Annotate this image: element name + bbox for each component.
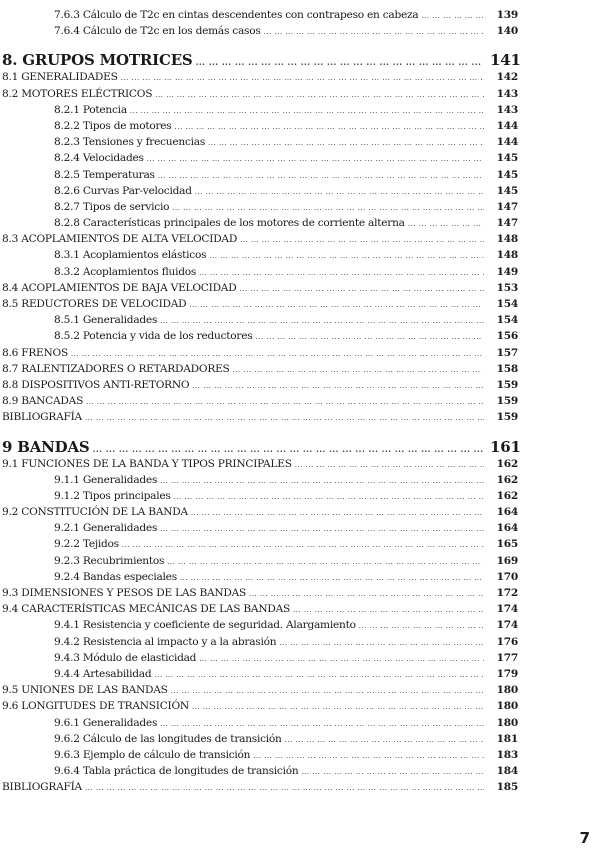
entry-title: 9.2 CONSTITUCIÓN DE LA BANDA — [2, 506, 188, 519]
entry-title: 9.1.2 Tipos principales — [54, 489, 171, 502]
entry-title: 8.6 FRENOS — [2, 346, 68, 359]
entry-page: 185 — [496, 781, 518, 794]
dot-leader — [255, 333, 484, 341]
dot-leader — [293, 606, 484, 614]
entry-title: 8. GRUPOS MOTRICES — [2, 51, 193, 70]
entry-title: 8.2.4 Velocidades — [54, 152, 144, 165]
dot-leader — [208, 139, 484, 147]
toc-entry — [2, 458, 518, 474]
entry-page: 156 — [496, 330, 518, 343]
entry-page: 162 — [496, 473, 518, 486]
toc-entry — [2, 330, 518, 346]
toc-entry — [2, 765, 518, 781]
toc-entry — [2, 538, 518, 554]
entry-page: 158 — [496, 362, 518, 375]
toc-entry — [2, 169, 518, 185]
entry-page: 170 — [496, 570, 518, 583]
toc-entry — [2, 749, 518, 765]
toc-entry — [2, 395, 518, 411]
dot-leader — [279, 639, 484, 647]
entry-title: BIBLIOGRAFÍA — [2, 411, 82, 424]
dot-leader — [421, 12, 484, 20]
entry-page: 142 — [496, 71, 518, 84]
entry-page: 154 — [496, 298, 518, 310]
entry-page: 164 — [496, 506, 518, 519]
dot-leader — [191, 509, 484, 517]
toc-entry — [2, 201, 518, 217]
entry-title: 8.1 GENERALIDADES — [2, 71, 118, 84]
entry-page: 159 — [496, 411, 518, 424]
dot-leader — [158, 172, 484, 180]
toc-entry — [2, 636, 518, 652]
toc-entry — [2, 603, 518, 619]
dot-leader — [160, 720, 484, 728]
toc-entry — [2, 571, 518, 587]
toc-entry — [2, 474, 518, 490]
dot-leader — [147, 155, 484, 163]
entry-title: 9.2.2 Tejidos — [54, 538, 119, 551]
entry-page: 145 — [496, 184, 518, 197]
entry-title: 9 BANDAS — [2, 437, 90, 456]
entry-title: 8.5 REDUCTORES DE VELOCIDAD — [2, 298, 187, 310]
toc-entry — [2, 88, 518, 104]
dot-leader — [155, 91, 484, 99]
dot-leader — [264, 28, 484, 36]
dot-leader — [160, 317, 484, 325]
dot-leader — [192, 382, 484, 390]
toc-entry — [2, 298, 518, 314]
toc-entry — [2, 379, 518, 395]
entry-page: 153 — [496, 281, 518, 294]
toc-entry — [2, 347, 518, 363]
entry-title: 7.6.3 Cálculo de T2c en cintas descendentes con contrapeso en cabeza — [54, 9, 419, 21]
dot-leader — [121, 74, 484, 82]
table-of-contents — [2, 9, 521, 797]
dot-leader — [301, 768, 484, 776]
dot-leader — [85, 784, 484, 792]
entry-title: 9.2.1 Generalidades — [54, 522, 158, 535]
entry-title: 9.1 FUNCIONES DE LA BANDA Y TIPOS PRINCIPALES — [2, 457, 292, 470]
dot-leader — [249, 590, 484, 598]
entry-page: 181 — [496, 732, 518, 745]
entry-title: 8.2.2 Tipos de motores — [54, 119, 172, 132]
entry-title: 7.6.4 Cálculo de T2c en los demás casos — [54, 25, 261, 38]
dot-leader — [154, 671, 484, 679]
dot-leader — [174, 493, 484, 501]
toc-entry — [2, 684, 518, 700]
dot-leader — [189, 301, 484, 309]
entry-page: 174 — [496, 619, 518, 632]
entry-title: 9.3 DIMENSIONES Y PESOS DE LAS BANDAS — [2, 587, 247, 599]
entry-page: 177 — [496, 651, 518, 664]
dot-leader — [85, 414, 484, 422]
entry-title: 8.5.2 Potencia y vida de los reductores — [54, 330, 253, 343]
entry-page: 148 — [496, 249, 518, 262]
toc-entry — [2, 587, 518, 603]
entry-page: 145 — [496, 152, 518, 165]
entry-page: 157 — [496, 346, 518, 359]
toc-entry — [2, 71, 518, 87]
entry-page: 180 — [496, 700, 518, 713]
dot-leader — [408, 220, 484, 228]
dot-leader — [160, 525, 484, 533]
toc-entry — [2, 249, 518, 265]
dot-leader — [209, 252, 484, 260]
entry-title: 9.6 LONGITUDES DE TRANSICIÓN — [2, 700, 189, 713]
toc-entry — [2, 233, 518, 249]
dot-leader — [171, 687, 484, 695]
toc-entry — [2, 9, 518, 25]
dot-leader — [172, 204, 484, 212]
entry-title: 8.2.7 Tipos de servicio — [54, 200, 170, 213]
toc-entry — [2, 411, 518, 427]
entry-title: 8.3.1 Acoplamientos elásticos — [54, 249, 207, 262]
entry-title: 9.4.2 Resistencia al impacto y a la abrasión — [54, 635, 277, 648]
entry-page: 176 — [496, 635, 518, 648]
dot-leader — [180, 574, 484, 582]
toc-entry — [2, 781, 518, 797]
dot-leader — [285, 736, 484, 744]
entry-page: 180 — [496, 684, 518, 697]
entry-title: 8.3.2 Acoplamientos fluidos — [54, 265, 197, 278]
section-gap — [2, 41, 518, 51]
toc-entry — [2, 652, 518, 668]
entry-title: 9.4.4 Artesabilidad — [54, 667, 152, 680]
section-gap — [2, 428, 518, 438]
entry-page: 183 — [496, 748, 518, 761]
entry-page: 165 — [496, 538, 518, 551]
toc-entry — [2, 136, 518, 152]
toc-entry — [2, 490, 518, 506]
toc-entry — [2, 506, 518, 522]
entry-title: 8.2.8 Características principales de los motores de corriente alterna — [54, 217, 405, 230]
entry-page: 148 — [496, 233, 518, 246]
entry-title: BIBLIOGRAFÍA — [2, 781, 82, 794]
dot-leader — [195, 188, 484, 196]
entry-page: 140 — [496, 25, 518, 38]
entry-title: 8.5.1 Generalidades — [54, 314, 158, 327]
toc-entry — [2, 668, 518, 684]
entry-title: 8.3 ACOPLAMIENTOS DE ALTA VELOCIDAD — [2, 233, 238, 246]
toc-entry — [2, 185, 518, 201]
entry-page: 154 — [496, 314, 518, 327]
toc-chapter — [2, 437, 521, 458]
entry-page: 172 — [496, 587, 518, 599]
entry-title: 8.2.5 Temperaturas — [54, 168, 155, 181]
entry-page: 147 — [496, 217, 518, 230]
entry-title: 8.8 DISPOSITIVOS ANTI-RETORNO — [2, 378, 190, 391]
entry-title: 9.6.4 Tabla práctica de longitudes de transición — [54, 765, 299, 778]
toc-entry — [2, 266, 518, 282]
dot-leader — [233, 366, 484, 374]
toc-entry — [2, 555, 518, 571]
toc-entry — [2, 152, 518, 168]
entry-page: 162 — [496, 489, 518, 502]
entry-page: 184 — [496, 765, 518, 778]
entry-page: 147 — [496, 200, 518, 213]
entry-page: 139 — [496, 9, 518, 21]
dot-leader — [295, 461, 484, 469]
toc-entry — [2, 217, 518, 233]
dot-leader — [196, 57, 484, 67]
entry-page: 143 — [496, 87, 518, 100]
toc-entry — [2, 25, 518, 41]
entry-page: 179 — [496, 667, 518, 680]
toc-chapter — [2, 51, 521, 71]
dot-leader — [130, 107, 484, 115]
entry-page: 164 — [496, 522, 518, 535]
entry-page: 145 — [496, 168, 518, 181]
entry-title: 9.4 CARACTERÍSTICAS MECÁNICAS DE LAS BANDAS — [2, 603, 290, 616]
toc-entry — [2, 619, 518, 635]
dot-leader — [86, 398, 484, 406]
dot-leader — [239, 285, 484, 293]
toc-entry — [2, 522, 518, 538]
entry-page: 159 — [496, 395, 518, 408]
dot-leader — [93, 444, 484, 454]
entry-title: 8.9 BANCADAS — [2, 395, 84, 408]
dot-leader — [71, 350, 484, 358]
toc-entry — [2, 733, 518, 749]
entry-title: 9.5 UNIONES DE LAS BANDAS — [2, 684, 168, 697]
entry-page: 174 — [496, 603, 518, 616]
dot-leader — [122, 541, 484, 549]
entry-page: 159 — [496, 378, 518, 391]
entry-title: 9.6.3 Ejemplo de cálculo de transición — [54, 748, 251, 761]
toc-entry — [2, 104, 518, 120]
entry-title: 9.4.3 Módulo de elasticidad — [54, 651, 197, 664]
toc-entry — [2, 717, 518, 733]
dot-leader — [167, 558, 484, 566]
entry-page: 141 — [490, 51, 521, 70]
entry-page: 161 — [490, 437, 521, 456]
entry-title: 8.7 RALENTIZADORES O RETARDADORES — [2, 362, 230, 375]
entry-title: 8.4 ACOPLAMIENTOS DE BAJA VELOCIDAD — [2, 281, 237, 294]
dot-leader — [175, 123, 485, 131]
entry-page: 144 — [496, 119, 518, 132]
dot-leader — [199, 269, 484, 277]
entry-title: 9.4.1 Resistencia y coeficiente de seguridad. Alargamiento — [54, 619, 356, 632]
dot-leader — [199, 655, 484, 663]
entry-title: 9.6.1 Generalidades — [54, 716, 158, 729]
toc-entry — [2, 120, 518, 136]
entry-page: 162 — [496, 457, 518, 470]
entry-title: 8.2.3 Tensiones y frecuencias — [54, 136, 206, 149]
page-number: 7 — [579, 829, 590, 847]
entry-title: 8.2 MOTORES ELÉCTRICOS — [2, 87, 153, 100]
entry-title: 9.2.4 Bandas especiales — [54, 570, 177, 583]
toc-entry — [2, 282, 518, 298]
entry-page: 180 — [496, 716, 518, 729]
dot-leader — [240, 236, 484, 244]
toc-entry — [2, 314, 518, 330]
dot-leader — [192, 703, 484, 711]
entry-title: 9.2.3 Recubrimientos — [54, 554, 165, 567]
dot-leader — [160, 477, 484, 485]
toc-entry — [2, 363, 518, 379]
entry-page: 144 — [496, 136, 518, 149]
entry-page: 143 — [496, 103, 518, 116]
entry-page: 169 — [496, 554, 518, 567]
entry-title: 9.1.1 Generalidades — [54, 473, 158, 486]
entry-page: 149 — [496, 265, 518, 278]
entry-title: 8.2.1 Potencia — [54, 103, 127, 116]
dot-leader — [359, 622, 484, 630]
entry-title: 8.2.6 Curvas Par-velocidad — [54, 184, 192, 197]
toc-entry — [2, 700, 518, 716]
entry-title: 9.6.2 Cálculo de las longitudes de transición — [54, 732, 282, 745]
dot-leader — [253, 752, 484, 760]
